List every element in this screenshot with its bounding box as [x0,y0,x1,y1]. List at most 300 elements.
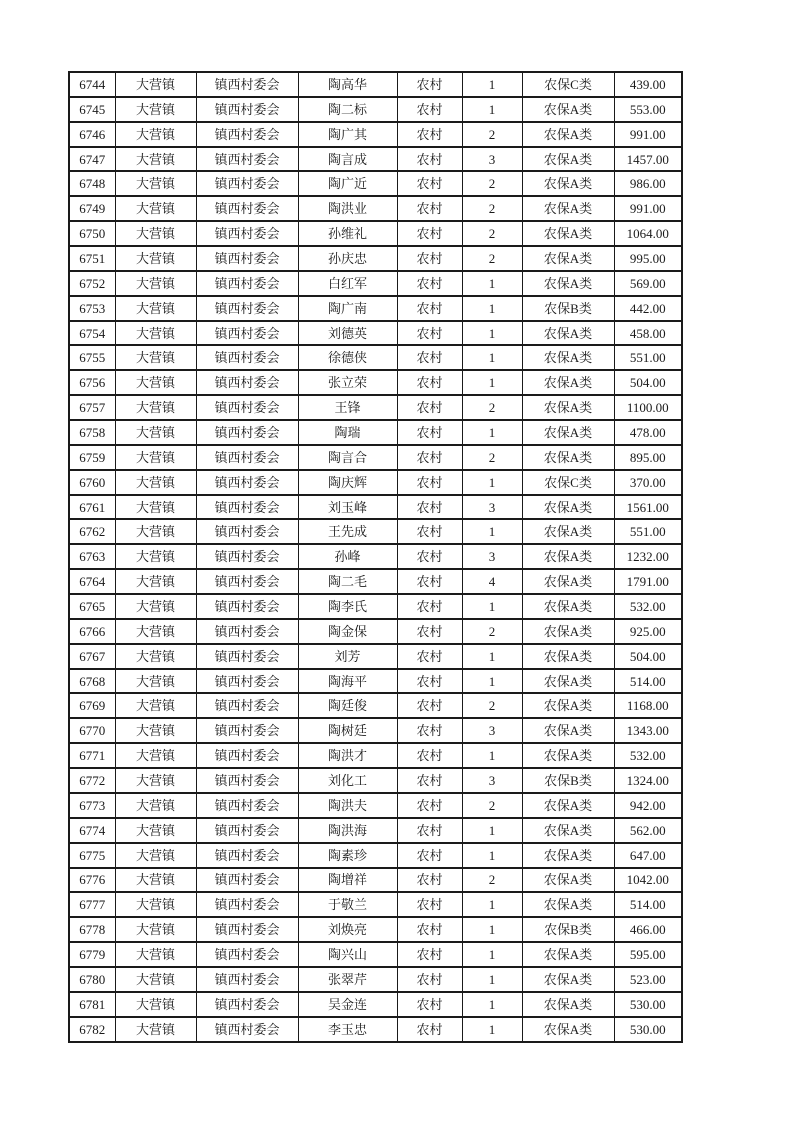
cell-name: 陶广南 [298,296,397,321]
cell-village: 镇西村委会 [196,942,298,967]
cell-village: 镇西村委会 [196,445,298,470]
cell-count: 1 [462,942,522,967]
cell-id: 6769 [69,693,115,718]
table-row [69,196,682,221]
cell-village: 镇西村委会 [196,768,298,793]
cell-residence: 农村 [397,967,462,992]
table-row [69,967,682,992]
cell-town: 大营镇 [115,72,196,97]
cell-insurance_type: 农保A类 [522,818,614,843]
cell-amount: 504.00 [614,370,682,395]
table-row [69,768,682,793]
cell-village: 镇西村委会 [196,171,298,196]
cell-residence: 农村 [397,420,462,445]
cell-count: 1 [462,72,522,97]
cell-name: 陶二标 [298,97,397,122]
table-row [69,569,682,594]
cell-id: 6750 [69,221,115,246]
table-row [69,72,682,97]
cell-name: 陶海平 [298,669,397,694]
cell-village: 镇西村委会 [196,72,298,97]
cell-count: 1 [462,296,522,321]
cell-id: 6748 [69,171,115,196]
cell-village: 镇西村委会 [196,718,298,743]
cell-residence: 农村 [397,470,462,495]
cell-insurance_type: 农保A类 [522,196,614,221]
cell-id: 6757 [69,395,115,420]
table-row [69,147,682,172]
cell-count: 1 [462,470,522,495]
cell-insurance_type: 农保A类 [522,171,614,196]
cell-count: 2 [462,619,522,644]
cell-amount: 530.00 [614,992,682,1017]
cell-count: 3 [462,718,522,743]
cell-village: 镇西村委会 [196,122,298,147]
cell-id: 6776 [69,868,115,893]
cell-count: 1 [462,892,522,917]
cell-amount: 504.00 [614,644,682,669]
cell-town: 大营镇 [115,395,196,420]
record-table [68,71,683,1043]
cell-amount: 532.00 [614,743,682,768]
cell-residence: 农村 [397,345,462,370]
table-row [69,221,682,246]
cell-name: 刘芳 [298,644,397,669]
cell-id: 6758 [69,420,115,445]
cell-amount: 942.00 [614,793,682,818]
cell-id: 6774 [69,818,115,843]
cell-id: 6761 [69,495,115,520]
cell-id: 6754 [69,321,115,346]
cell-village: 镇西村委会 [196,619,298,644]
cell-residence: 农村 [397,843,462,868]
cell-residence: 农村 [397,171,462,196]
cell-village: 镇西村委会 [196,271,298,296]
cell-amount: 530.00 [614,1017,682,1042]
table-row [69,495,682,520]
cell-insurance_type: 农保A类 [522,967,614,992]
cell-insurance_type: 农保A类 [522,122,614,147]
cell-residence: 农村 [397,743,462,768]
cell-id: 6765 [69,594,115,619]
cell-id: 6753 [69,296,115,321]
cell-village: 镇西村委会 [196,1017,298,1042]
cell-name: 陶广其 [298,122,397,147]
cell-id: 6747 [69,147,115,172]
cell-id: 6764 [69,569,115,594]
cell-village: 镇西村委会 [196,370,298,395]
cell-name: 陶李氏 [298,594,397,619]
cell-amount: 514.00 [614,669,682,694]
table-row [69,818,682,843]
cell-insurance_type: 农保A类 [522,395,614,420]
cell-village: 镇西村委会 [196,519,298,544]
cell-town: 大营镇 [115,743,196,768]
cell-count: 1 [462,519,522,544]
cell-town: 大营镇 [115,868,196,893]
cell-id: 6744 [69,72,115,97]
cell-id: 6782 [69,1017,115,1042]
cell-town: 大营镇 [115,221,196,246]
cell-amount: 986.00 [614,171,682,196]
cell-name: 陶二毛 [298,569,397,594]
cell-residence: 农村 [397,868,462,893]
cell-count: 1 [462,669,522,694]
cell-residence: 农村 [397,321,462,346]
cell-town: 大营镇 [115,370,196,395]
cell-town: 大营镇 [115,718,196,743]
cell-insurance_type: 农保A类 [522,644,614,669]
cell-town: 大营镇 [115,122,196,147]
cell-residence: 农村 [397,917,462,942]
cell-count: 1 [462,321,522,346]
cell-name: 孙庆忠 [298,246,397,271]
cell-insurance_type: 农保A类 [522,246,614,271]
table-row [69,470,682,495]
cell-town: 大营镇 [115,818,196,843]
cell-amount: 925.00 [614,619,682,644]
cell-count: 1 [462,967,522,992]
cell-residence: 农村 [397,892,462,917]
cell-town: 大营镇 [115,967,196,992]
cell-id: 6781 [69,992,115,1017]
cell-insurance_type: 农保A类 [522,97,614,122]
cell-count: 3 [462,768,522,793]
cell-insurance_type: 农保B类 [522,917,614,942]
cell-town: 大营镇 [115,768,196,793]
cell-village: 镇西村委会 [196,693,298,718]
table-row [69,843,682,868]
cell-name: 陶素珍 [298,843,397,868]
table-row [69,345,682,370]
cell-name: 刘焕亮 [298,917,397,942]
cell-name: 徐德侠 [298,345,397,370]
cell-amount: 647.00 [614,843,682,868]
cell-name: 刘德英 [298,321,397,346]
cell-amount: 466.00 [614,917,682,942]
cell-count: 2 [462,693,522,718]
cell-name: 张立荣 [298,370,397,395]
table-row [69,97,682,122]
cell-name: 陶金保 [298,619,397,644]
table-row [69,420,682,445]
cell-amount: 1042.00 [614,868,682,893]
cell-name: 陶言合 [298,445,397,470]
cell-amount: 1064.00 [614,221,682,246]
cell-residence: 农村 [397,296,462,321]
cell-residence: 农村 [397,196,462,221]
cell-name: 孙维礼 [298,221,397,246]
cell-insurance_type: 农保A类 [522,221,614,246]
cell-amount: 895.00 [614,445,682,470]
table-row [69,519,682,544]
cell-insurance_type: 农保B类 [522,296,614,321]
cell-count: 1 [462,743,522,768]
cell-amount: 595.00 [614,942,682,967]
cell-residence: 农村 [397,72,462,97]
cell-residence: 农村 [397,619,462,644]
cell-name: 陶洪才 [298,743,397,768]
cell-town: 大营镇 [115,171,196,196]
cell-insurance_type: 农保B类 [522,768,614,793]
cell-name: 孙峰 [298,544,397,569]
cell-village: 镇西村委会 [196,420,298,445]
cell-count: 1 [462,345,522,370]
cell-amount: 569.00 [614,271,682,296]
table-row [69,917,682,942]
cell-id: 6767 [69,644,115,669]
table-row [69,669,682,694]
cell-village: 镇西村委会 [196,246,298,271]
cell-amount: 1561.00 [614,495,682,520]
cell-name: 于敬兰 [298,892,397,917]
cell-insurance_type: 农保A类 [522,669,614,694]
cell-id: 6751 [69,246,115,271]
cell-name: 陶廷俊 [298,693,397,718]
table-row [69,370,682,395]
cell-id: 6779 [69,942,115,967]
cell-insurance_type: 农保A类 [522,420,614,445]
cell-insurance_type: 农保A类 [522,544,614,569]
cell-town: 大营镇 [115,271,196,296]
cell-town: 大营镇 [115,296,196,321]
cell-amount: 1457.00 [614,147,682,172]
cell-amount: 553.00 [614,97,682,122]
cell-residence: 农村 [397,644,462,669]
cell-name: 刘玉峰 [298,495,397,520]
cell-id: 6777 [69,892,115,917]
cell-village: 镇西村委会 [196,967,298,992]
cell-residence: 农村 [397,669,462,694]
cell-count: 1 [462,271,522,296]
cell-count: 3 [462,495,522,520]
cell-insurance_type: 农保A类 [522,321,614,346]
cell-insurance_type: 农保A类 [522,942,614,967]
cell-village: 镇西村委会 [196,196,298,221]
cell-count: 2 [462,196,522,221]
cell-town: 大营镇 [115,321,196,346]
cell-name: 陶洪业 [298,196,397,221]
cell-name: 王先成 [298,519,397,544]
cell-id: 6771 [69,743,115,768]
cell-village: 镇西村委会 [196,147,298,172]
cell-town: 大营镇 [115,917,196,942]
cell-town: 大营镇 [115,246,196,271]
cell-village: 镇西村委会 [196,395,298,420]
cell-count: 2 [462,395,522,420]
cell-name: 陶庆辉 [298,470,397,495]
cell-town: 大营镇 [115,992,196,1017]
table-row [69,619,682,644]
cell-insurance_type: 农保A类 [522,370,614,395]
cell-residence: 农村 [397,768,462,793]
cell-amount: 370.00 [614,470,682,495]
cell-town: 大营镇 [115,1017,196,1042]
cell-name: 陶高华 [298,72,397,97]
cell-name: 陶广近 [298,171,397,196]
cell-amount: 478.00 [614,420,682,445]
cell-residence: 农村 [397,718,462,743]
cell-id: 6772 [69,768,115,793]
cell-insurance_type: 农保A类 [522,693,614,718]
cell-insurance_type: 农保A类 [522,992,614,1017]
cell-amount: 991.00 [614,196,682,221]
cell-count: 1 [462,594,522,619]
cell-village: 镇西村委会 [196,321,298,346]
cell-residence: 农村 [397,370,462,395]
cell-town: 大营镇 [115,495,196,520]
cell-insurance_type: 农保A类 [522,619,614,644]
cell-residence: 农村 [397,1017,462,1042]
cell-id: 6780 [69,967,115,992]
cell-insurance_type: 农保A类 [522,271,614,296]
cell-name: 张翠芹 [298,967,397,992]
cell-town: 大营镇 [115,519,196,544]
cell-amount: 1168.00 [614,693,682,718]
cell-insurance_type: 农保A类 [522,345,614,370]
cell-name: 吴金连 [298,992,397,1017]
cell-amount: 1343.00 [614,718,682,743]
table-row [69,892,682,917]
cell-name: 刘化工 [298,768,397,793]
cell-count: 1 [462,370,522,395]
cell-count: 1 [462,97,522,122]
cell-id: 6755 [69,345,115,370]
cell-residence: 农村 [397,519,462,544]
cell-town: 大营镇 [115,693,196,718]
table-row [69,171,682,196]
cell-residence: 农村 [397,693,462,718]
cell-town: 大营镇 [115,569,196,594]
cell-amount: 442.00 [614,296,682,321]
cell-amount: 991.00 [614,122,682,147]
cell-residence: 农村 [397,942,462,967]
cell-town: 大营镇 [115,594,196,619]
table-row [69,122,682,147]
cell-name: 白红军 [298,271,397,296]
cell-name: 陶瑞 [298,420,397,445]
cell-residence: 农村 [397,818,462,843]
cell-town: 大营镇 [115,793,196,818]
cell-amount: 1324.00 [614,768,682,793]
cell-insurance_type: 农保A类 [522,793,614,818]
cell-amount: 1100.00 [614,395,682,420]
cell-residence: 农村 [397,395,462,420]
table-row [69,718,682,743]
cell-amount: 532.00 [614,594,682,619]
cell-town: 大营镇 [115,147,196,172]
cell-amount: 551.00 [614,345,682,370]
cell-town: 大营镇 [115,644,196,669]
table-row [69,296,682,321]
cell-village: 镇西村委会 [196,843,298,868]
cell-count: 2 [462,122,522,147]
cell-name: 陶言成 [298,147,397,172]
table-row [69,246,682,271]
cell-count: 2 [462,793,522,818]
cell-insurance_type: 农保A类 [522,495,614,520]
cell-insurance_type: 农保A类 [522,569,614,594]
record-table-body [69,72,682,1042]
cell-id: 6752 [69,271,115,296]
table-row [69,693,682,718]
cell-insurance_type: 农保A类 [522,519,614,544]
cell-insurance_type: 农保A类 [522,743,614,768]
cell-village: 镇西村委会 [196,296,298,321]
cell-count: 1 [462,644,522,669]
cell-count: 2 [462,246,522,271]
table-row [69,271,682,296]
cell-id: 6778 [69,917,115,942]
cell-name: 陶增祥 [298,868,397,893]
cell-name: 李玉忠 [298,1017,397,1042]
cell-village: 镇西村委会 [196,470,298,495]
cell-village: 镇西村委会 [196,221,298,246]
cell-id: 6762 [69,519,115,544]
cell-id: 6760 [69,470,115,495]
table-row [69,992,682,1017]
cell-name: 王锋 [298,395,397,420]
table-row [69,544,682,569]
cell-residence: 农村 [397,793,462,818]
cell-amount: 523.00 [614,967,682,992]
cell-id: 6745 [69,97,115,122]
cell-village: 镇西村委会 [196,793,298,818]
cell-village: 镇西村委会 [196,544,298,569]
cell-insurance_type: 农保A类 [522,147,614,172]
cell-town: 大营镇 [115,892,196,917]
table-row [69,793,682,818]
cell-count: 1 [462,917,522,942]
table-row [69,445,682,470]
table-row [69,395,682,420]
cell-town: 大营镇 [115,942,196,967]
cell-residence: 农村 [397,246,462,271]
cell-village: 镇西村委会 [196,594,298,619]
cell-count: 4 [462,569,522,594]
cell-id: 6773 [69,793,115,818]
cell-amount: 551.00 [614,519,682,544]
cell-amount: 562.00 [614,818,682,843]
cell-residence: 农村 [397,271,462,296]
cell-town: 大营镇 [115,843,196,868]
cell-village: 镇西村委会 [196,97,298,122]
cell-count: 1 [462,1017,522,1042]
cell-village: 镇西村委会 [196,644,298,669]
cell-count: 2 [462,868,522,893]
cell-insurance_type: 农保A类 [522,843,614,868]
cell-village: 镇西村委会 [196,569,298,594]
cell-amount: 1232.00 [614,544,682,569]
cell-village: 镇西村委会 [196,868,298,893]
cell-residence: 农村 [397,992,462,1017]
cell-id: 6749 [69,196,115,221]
cell-residence: 农村 [397,445,462,470]
cell-village: 镇西村委会 [196,495,298,520]
cell-id: 6756 [69,370,115,395]
cell-residence: 农村 [397,97,462,122]
cell-insurance_type: 农保A类 [522,892,614,917]
cell-village: 镇西村委会 [196,743,298,768]
cell-village: 镇西村委会 [196,669,298,694]
cell-count: 2 [462,445,522,470]
table-row [69,743,682,768]
table-row [69,644,682,669]
cell-id: 6766 [69,619,115,644]
cell-residence: 农村 [397,569,462,594]
cell-village: 镇西村委会 [196,345,298,370]
cell-village: 镇西村委会 [196,818,298,843]
